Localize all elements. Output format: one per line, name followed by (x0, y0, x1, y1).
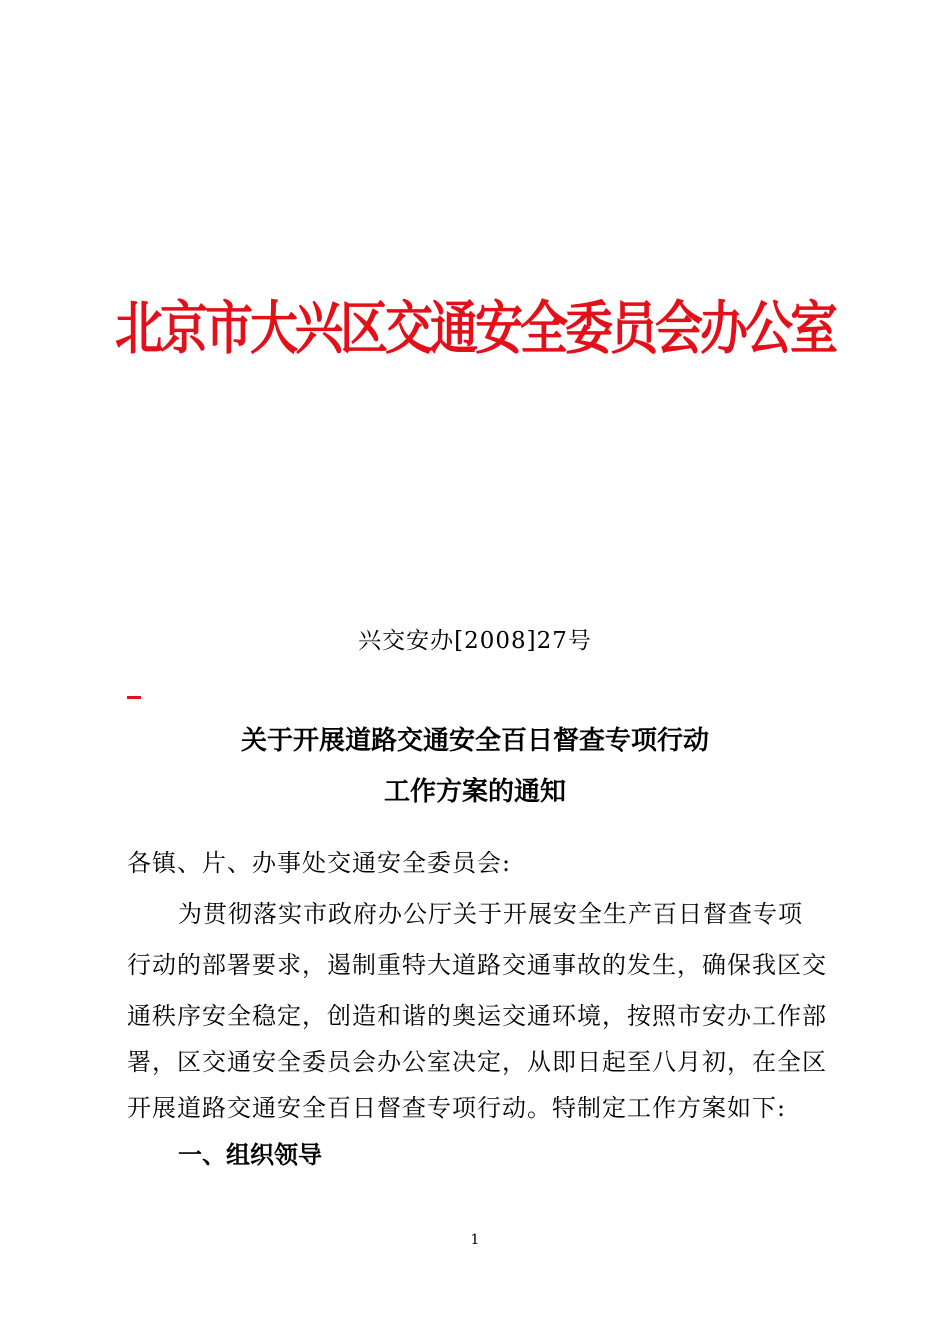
page-number: 1 (470, 1232, 480, 1248)
paragraph-line: 署，区交通安全委员会办公室决定，从即日起至八月初，在全区 (127, 1048, 827, 1076)
paragraph-line: 为贯彻落实市政府办公厅关于开展安全生产百日督查专项 (178, 900, 803, 928)
paragraph-line: 通秩序安全稳定，创造和谐的奥运交通环境，按照市安办工作部 (127, 1002, 827, 1030)
document-number: 兴交安办[2008]27号 (358, 628, 592, 654)
notice-title-line-2: 工作方案的通知 (383, 777, 566, 807)
issuing-office-header: 北京市大兴区交通安全委员会办公室 (114, 295, 835, 363)
section-heading: 一、组织领导 (178, 1141, 322, 1169)
salutation: 各镇、片、办事处交通安全委员会: (127, 849, 512, 877)
paragraph-line: 开展道路交通安全百日督查专项行动。特制定工作方案如下: (127, 1094, 787, 1122)
notice-title-line-1: 关于开展道路交通安全百日督查专项行动 (240, 726, 709, 756)
paragraph-line: 行动的部署要求，遏制重特大道路交通事故的发生，确保我区交 (127, 951, 827, 979)
red-mark (127, 696, 141, 699)
